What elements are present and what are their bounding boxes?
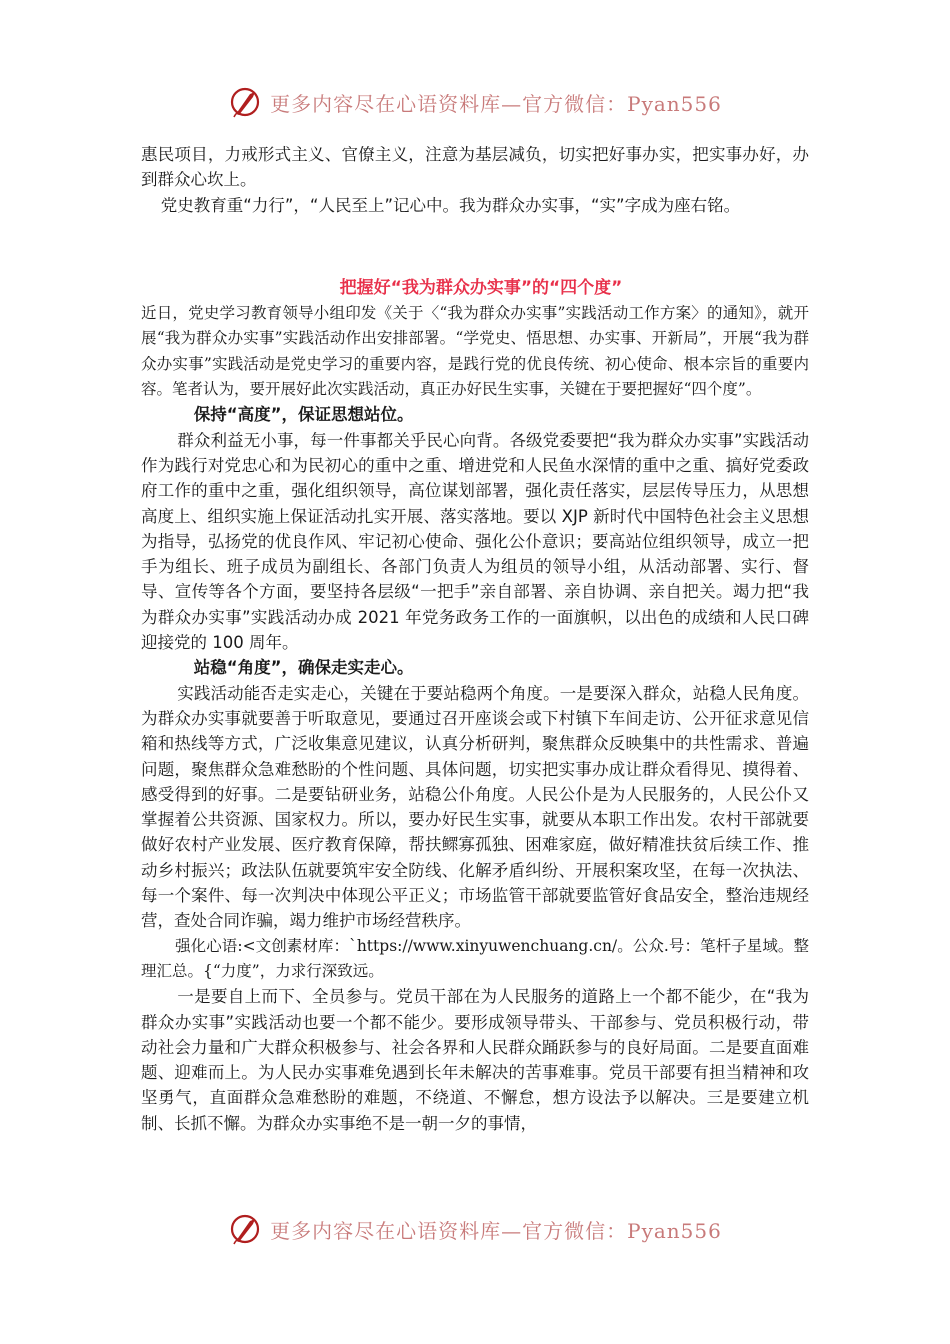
paragraph-lead: 近日，党史学习教育领导小组印发《关于〈“我为群众办实事”实践活动工作方案〉的通知》，就开展“我为群众办实事”实践活动作出安排部署。“学党史、悟思想、办实事、开新局”，开展“我为群众办实事”实践活动是党史学习的重要内容，是践行党的优良传统、初心使命、根本宗旨的重要内容。笔者认为，要开展好此次实践活动，真正办好民生实事，关键在于要把握好“四个度”。 — [141, 304, 809, 399]
paragraph-intro: 党史教育重“力行”，“人民至上”记心中。我为群众办实事，“实”字成为座右铭。 — [160, 195, 741, 215]
paragraph-strength: 一是要自上而下、全员参与。党员干部在为人民服务的道路上一个都不能少，在“我为群众办实事”实践活动也要一个都不能少。要形成领导带头、干部参与、党员积极行动，带动社会力量和广大群众积极参与、社会各界和人民群众踊跃参与的良好局面。二是要直面难题、迎难而上。为人民办实事难免遇到长年未解决的苦事难事。党员干部要有担当精神和攻坚勇气，直面群众急难愁盼的难题，不绕道、不懈怠，想方设法予以解决。三是要建立机制、长抓不懈。为群众办实事绝不是一朝一夕的事情， — [141, 987, 809, 1133]
pen-circle-logo-icon — [228, 84, 264, 120]
footer-banner-text: 更多内容尽在心语资料库—官方微信：Pyan556 — [270, 1218, 722, 1243]
paragraph-strength-heading: 强化心语:<文创素材库：`https://www.xinyuwenchuang.cn/。公众.号：笔杆子星域。整理汇总。{“力度”，力求行深致远。 — [141, 936, 809, 980]
pen-circle-logo-icon — [228, 1211, 264, 1247]
footer-banner-inner — [228, 1211, 722, 1247]
spacer — [141, 218, 809, 276]
document-body — [141, 142, 809, 1136]
header-banner — [0, 80, 950, 124]
paragraph-continued: 惠民项目，力戒形式主义、官僚主义，注意为基层减负，切实把好事办实，把实事办好，办到群众心坎上。 — [141, 145, 809, 190]
header-banner-text: 更多内容尽在心语资料库—官方微信：Pyan556 — [270, 91, 722, 116]
footer-banner — [0, 1207, 950, 1251]
section-heading-height: 保持“高度”，保证思想站位。 — [193, 405, 414, 425]
section-heading-angle: 站稳“角度”，确保走实走心。 — [193, 658, 414, 678]
article-title: 把握好“我为群众办实事”的“四个度” — [339, 277, 623, 298]
paragraph-height: 群众利益无小事，每一件事都关乎民心向背。各级党委要把“我为群众办实事”实践活动作为践行对党忠心和为民初心的重中之重、增进党和人民鱼水深情的重中之重、搞好党委政府工作的重中之重，强化组织领导，高位谋划部署，强化责任落实，层层传导压力，从思想高度上、组织实施上保证活动扎实开展、落实落地。要以 XJP 新时代中国特色社会主义思想为指导，弘扬党的优良作风、牢记初心使命、强化公仆意识；要高站位组织领导，成立一把手为组长、班子成员为副组长、各部门负责人为组员的领导小组，从活动部署、实行、督导、宣传等各个方面，要坚持各层级“一把手”亲自部署、亲自协调、亲自把关。竭力把“我为群众办实事”实践活动办成 2021 年党务政务工作的一面旗帜，以出色的成绩和人民口碑迎接党的 100 周年。 — [141, 430, 809, 653]
header-banner-inner — [228, 84, 722, 120]
paragraph-angle: 实践活动能否走实走心，关键在于要站稳两个角度。一是要深入群众，站稳人民角度。为群众办实事就要善于听取意见，要通过召开座谈会或下村镇下车间走访、公开征求意见信箱和热线等方式，广泛收集意见建议，认真分析研判，聚焦群众反映集中的共性需求、普遍问题，聚焦群众急难愁盼的个性问题、具体问题，切实把实事办成让群众看得见、摸得着、感受得到的好事。二是要钻研业务，站稳公仆角度。人民公仆是为人民服务的，人民公仆又掌握着公共资源、国家权力。所以，要办好民生实事，就要从本职工作出发。农村干部就要做好农村产业发展、医疗教育保障，帮扶鳏寡孤独、困难家庭，做好精准扶贫后续工作、推动乡村振兴；政法队伍就要筑牢安全防线、化解矛盾纠纷、开展积案攻坚，在每一次执法、每一个案件、每一次判决中体现公平正义；市场监管干部就要监管好食品安全，整治违规经营，查处合同诈骗，竭力维护市场经营秩序。 — [141, 683, 809, 931]
